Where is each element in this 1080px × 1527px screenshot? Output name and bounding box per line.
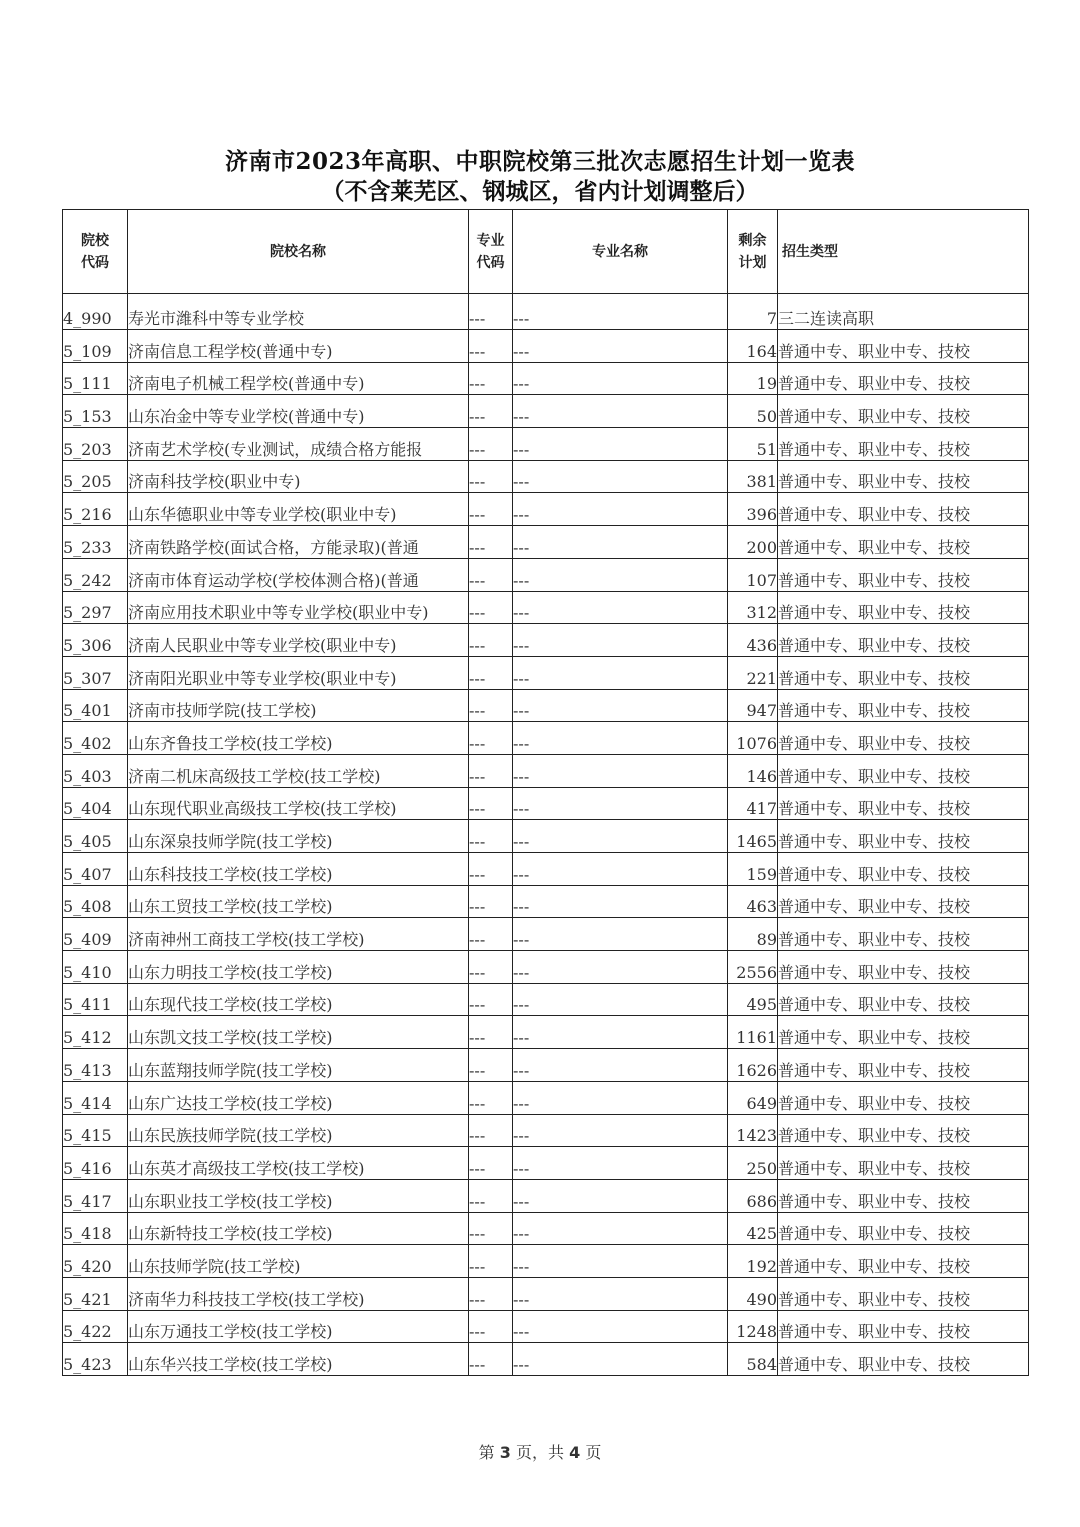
school-code-cell: 5_423 bbox=[63, 1343, 128, 1376]
school-code-cell: 5_205 bbox=[63, 460, 128, 493]
remaining-plan-cell: 1161 bbox=[728, 1016, 778, 1049]
remaining-plan-cell: 312 bbox=[728, 591, 778, 624]
school-name-cell: 济南人民职业中等专业学校(职业中专) bbox=[128, 624, 469, 657]
enrollment-type-cell: 普通中专、职业中专、技校 bbox=[778, 1277, 1029, 1310]
school-name-cell: 济南神州工商技工学校(技工学校) bbox=[128, 918, 469, 951]
table-row bbox=[63, 1245, 1029, 1278]
school-name-cell: 山东华兴技工学校(技工学校) bbox=[128, 1343, 469, 1376]
school-code-cell: 5_153 bbox=[63, 395, 128, 428]
enrollment-type-cell: 普通中专、职业中专、技校 bbox=[778, 493, 1029, 526]
school-name-cell: 山东深泉技师学院(技工学校) bbox=[128, 820, 469, 853]
school-name-cell: 寿光市潍科中等专业学校 bbox=[128, 294, 469, 330]
enrollment-type-cell: 普通中专、职业中专、技校 bbox=[778, 624, 1029, 657]
remaining-plan-cell: 164 bbox=[728, 330, 778, 363]
enrollment-type-cell: 普通中专、职业中专、技校 bbox=[778, 526, 1029, 559]
school-name-cell: 济南华力科技技工学校(技工学校) bbox=[128, 1277, 469, 1310]
school-code-cell: 5_409 bbox=[63, 918, 128, 951]
school-name-cell: 山东工贸技工学校(技工学校) bbox=[128, 885, 469, 918]
table-row bbox=[63, 951, 1029, 984]
document-subtitle: （不含莱芜区、钢城区，省内计划调整后） bbox=[321, 178, 759, 205]
major-code-cell: --- bbox=[469, 1147, 513, 1180]
school-code-cell: 5_415 bbox=[63, 1114, 128, 1147]
remaining-plan-cell: 51 bbox=[728, 428, 778, 461]
school-code-cell: 5_401 bbox=[63, 689, 128, 722]
table-row bbox=[63, 1179, 1029, 1212]
major-name-cell: --- bbox=[513, 1081, 728, 1114]
remaining-plan-cell: 1626 bbox=[728, 1049, 778, 1082]
table-row bbox=[63, 754, 1029, 787]
major-name-cell: --- bbox=[513, 526, 728, 559]
major-name-cell: --- bbox=[513, 1310, 728, 1343]
header-type-label: 招生类型 bbox=[782, 243, 838, 260]
header-major-name-label: 专业名称 bbox=[592, 243, 648, 260]
school-name-cell: 山东新特技工学校(技工学校) bbox=[128, 1212, 469, 1245]
school-code-cell: 5_417 bbox=[63, 1179, 128, 1212]
table-row bbox=[63, 885, 1029, 918]
major-code-cell: --- bbox=[469, 983, 513, 1016]
school-code-cell: 5_413 bbox=[63, 1049, 128, 1082]
header-remaining-label: 剩余 计划 bbox=[738, 232, 767, 271]
major-name-cell: --- bbox=[513, 656, 728, 689]
remaining-plan-cell: 495 bbox=[728, 983, 778, 1016]
major-code-cell: --- bbox=[469, 460, 513, 493]
enrollment-type-cell: 普通中专、职业中专、技校 bbox=[778, 1179, 1029, 1212]
school-code-cell: 5_418 bbox=[63, 1212, 128, 1245]
major-name-cell: --- bbox=[513, 395, 728, 428]
remaining-plan-cell: 19 bbox=[728, 362, 778, 395]
table-row bbox=[63, 853, 1029, 886]
remaining-plan-cell: 107 bbox=[728, 558, 778, 591]
enrollment-plan-table bbox=[62, 209, 1029, 1376]
enrollment-type-cell: 普通中专、职业中专、技校 bbox=[778, 1343, 1029, 1376]
remaining-plan-cell: 686 bbox=[728, 1179, 778, 1212]
major-name-cell: --- bbox=[513, 362, 728, 395]
remaining-plan-cell: 200 bbox=[728, 526, 778, 559]
enrollment-type-cell: 普通中专、职业中专、技校 bbox=[778, 820, 1029, 853]
table-row bbox=[63, 395, 1029, 428]
school-name-cell: 山东现代技工学校(技工学校) bbox=[128, 983, 469, 1016]
table-row bbox=[63, 1147, 1029, 1180]
table-row bbox=[63, 1016, 1029, 1049]
major-code-cell: --- bbox=[469, 689, 513, 722]
school-name-cell: 山东蓝翔技师学院(技工学校) bbox=[128, 1049, 469, 1082]
major-code-cell: --- bbox=[469, 1343, 513, 1376]
remaining-plan-cell: 2556 bbox=[728, 951, 778, 984]
school-name-cell: 济南电子机械工程学校(普通中专) bbox=[128, 362, 469, 395]
school-name-cell: 山东技师学院(技工学校) bbox=[128, 1245, 469, 1278]
footer-suffix: 页 bbox=[585, 1443, 602, 1462]
school-name-cell: 济南市技师学院(技工学校) bbox=[128, 689, 469, 722]
school-name-cell: 山东力明技工学校(技工学校) bbox=[128, 951, 469, 984]
school-name-cell: 山东冶金中等专业学校(普通中专) bbox=[128, 395, 469, 428]
table-row bbox=[63, 918, 1029, 951]
major-code-cell: --- bbox=[469, 918, 513, 951]
major-name-cell: --- bbox=[513, 853, 728, 886]
major-code-cell: --- bbox=[469, 591, 513, 624]
school-code-cell: 5_216 bbox=[63, 493, 128, 526]
enrollment-type-cell: 普通中专、职业中专、技校 bbox=[778, 1310, 1029, 1343]
table-row bbox=[63, 1212, 1029, 1245]
school-code-cell: 5_233 bbox=[63, 526, 128, 559]
major-name-cell: --- bbox=[513, 722, 728, 755]
header-major-name bbox=[513, 210, 728, 294]
school-name-cell: 山东职业技工学校(技工学校) bbox=[128, 1179, 469, 1212]
school-code-cell: 5_416 bbox=[63, 1147, 128, 1180]
school-code-cell: 5_414 bbox=[63, 1081, 128, 1114]
major-name-cell: --- bbox=[513, 1179, 728, 1212]
school-name-cell: 济南二机床高级技工学校(技工学校) bbox=[128, 754, 469, 787]
page-footer bbox=[0, 1440, 1080, 1463]
school-name-cell: 山东万通技工学校(技工学校) bbox=[128, 1310, 469, 1343]
major-name-cell: --- bbox=[513, 754, 728, 787]
enrollment-type-cell: 普通中专、职业中专、技校 bbox=[778, 1147, 1029, 1180]
major-code-cell: --- bbox=[469, 885, 513, 918]
major-code-cell: --- bbox=[469, 787, 513, 820]
school-name-cell: 济南铁路学校(面试合格，方能录取)(普通 bbox=[128, 526, 469, 559]
table-row bbox=[63, 689, 1029, 722]
school-code-cell: 5_297 bbox=[63, 591, 128, 624]
enrollment-type-cell: 普通中专、职业中专、技校 bbox=[778, 558, 1029, 591]
school-code-cell: 5_421 bbox=[63, 1277, 128, 1310]
major-name-cell: --- bbox=[513, 428, 728, 461]
remaining-plan-cell: 396 bbox=[728, 493, 778, 526]
header-school-name bbox=[128, 210, 469, 294]
school-code-cell: 5_422 bbox=[63, 1310, 128, 1343]
school-code-cell: 5_242 bbox=[63, 558, 128, 591]
table-row bbox=[63, 1343, 1029, 1376]
enrollment-type-cell: 普通中专、职业中专、技校 bbox=[778, 1212, 1029, 1245]
major-code-cell: --- bbox=[469, 294, 513, 330]
school-name-cell: 济南科技学校(职业中专) bbox=[128, 460, 469, 493]
remaining-plan-cell: 584 bbox=[728, 1343, 778, 1376]
table-row bbox=[63, 591, 1029, 624]
table-row bbox=[63, 558, 1029, 591]
remaining-plan-cell: 250 bbox=[728, 1147, 778, 1180]
major-name-cell: --- bbox=[513, 1277, 728, 1310]
enrollment-type-cell: 普通中专、职业中专、技校 bbox=[778, 1114, 1029, 1147]
remaining-plan-cell: 7 bbox=[728, 294, 778, 330]
table-row bbox=[63, 362, 1029, 395]
school-code-cell: 5_407 bbox=[63, 853, 128, 886]
school-name-cell: 山东齐鲁技工学校(技工学校) bbox=[128, 722, 469, 755]
major-code-cell: --- bbox=[469, 330, 513, 363]
major-name-cell: --- bbox=[513, 1016, 728, 1049]
table-body bbox=[63, 294, 1029, 1376]
major-code-cell: --- bbox=[469, 951, 513, 984]
school-code-cell: 5_408 bbox=[63, 885, 128, 918]
enrollment-type-cell: 普通中专、职业中专、技校 bbox=[778, 722, 1029, 755]
major-name-cell: --- bbox=[513, 294, 728, 330]
enrollment-type-cell: 普通中专、职业中专、技校 bbox=[778, 362, 1029, 395]
remaining-plan-cell: 463 bbox=[728, 885, 778, 918]
school-name-cell: 山东科技技工学校(技工学校) bbox=[128, 853, 469, 886]
enrollment-type-cell: 普通中专、职业中专、技校 bbox=[778, 330, 1029, 363]
document-title: 济南市2023年高职、中职院校第三批次志愿招生计划一览表 bbox=[224, 148, 855, 175]
major-code-cell: --- bbox=[469, 558, 513, 591]
enrollment-type-cell: 普通中专、职业中专、技校 bbox=[778, 1245, 1029, 1278]
major-code-cell: --- bbox=[469, 1114, 513, 1147]
header-major-code-label: 专业 代码 bbox=[476, 232, 505, 271]
enrollment-type-cell: 三二连读高职 bbox=[778, 294, 1029, 330]
table-row bbox=[63, 624, 1029, 657]
table-row bbox=[63, 787, 1029, 820]
major-name-cell: --- bbox=[513, 983, 728, 1016]
table-row bbox=[63, 428, 1029, 461]
major-name-cell: --- bbox=[513, 624, 728, 657]
header-major-code bbox=[469, 210, 513, 294]
major-name-cell: --- bbox=[513, 1147, 728, 1180]
school-name-cell: 济南市体育运动学校(学校体测合格)(普通 bbox=[128, 558, 469, 591]
remaining-plan-cell: 381 bbox=[728, 460, 778, 493]
remaining-plan-cell: 417 bbox=[728, 787, 778, 820]
major-name-cell: --- bbox=[513, 558, 728, 591]
table-row bbox=[63, 722, 1029, 755]
table-row bbox=[63, 460, 1029, 493]
school-code-cell: 5_405 bbox=[63, 820, 128, 853]
table-row bbox=[63, 330, 1029, 363]
major-code-cell: --- bbox=[469, 853, 513, 886]
enrollment-type-cell: 普通中专、职业中专、技校 bbox=[778, 591, 1029, 624]
major-name-cell: --- bbox=[513, 885, 728, 918]
enrollment-type-cell: 普通中专、职业中专、技校 bbox=[778, 1049, 1029, 1082]
school-code-cell: 5_307 bbox=[63, 656, 128, 689]
school-code-cell: 5_109 bbox=[63, 330, 128, 363]
major-name-cell: --- bbox=[513, 820, 728, 853]
table-row bbox=[63, 1277, 1029, 1310]
major-code-cell: --- bbox=[469, 1245, 513, 1278]
remaining-plan-cell: 947 bbox=[728, 689, 778, 722]
school-code-cell: 5_411 bbox=[63, 983, 128, 1016]
enrollment-type-cell: 普通中专、职业中专、技校 bbox=[778, 983, 1029, 1016]
header-school-code-label: 院校 代码 bbox=[81, 232, 109, 271]
major-name-cell: --- bbox=[513, 1343, 728, 1376]
table-row bbox=[63, 294, 1029, 330]
major-name-cell: --- bbox=[513, 787, 728, 820]
major-code-cell: --- bbox=[469, 1049, 513, 1082]
table-row bbox=[63, 1310, 1029, 1343]
school-name-cell: 山东广达技工学校(技工学校) bbox=[128, 1081, 469, 1114]
enrollment-type-cell: 普通中专、职业中专、技校 bbox=[778, 428, 1029, 461]
school-code-cell: 5_420 bbox=[63, 1245, 128, 1278]
remaining-plan-cell: 146 bbox=[728, 754, 778, 787]
enrollment-type-cell: 普通中专、职业中专、技校 bbox=[778, 460, 1029, 493]
major-name-cell: --- bbox=[513, 951, 728, 984]
remaining-plan-cell: 221 bbox=[728, 656, 778, 689]
table-row bbox=[63, 493, 1029, 526]
school-name-cell: 山东现代职业高级技工学校(技工学校) bbox=[128, 787, 469, 820]
school-code-cell: 5_412 bbox=[63, 1016, 128, 1049]
school-code-cell: 5_403 bbox=[63, 754, 128, 787]
table-row bbox=[63, 1081, 1029, 1114]
enrollment-type-cell: 普通中专、职业中专、技校 bbox=[778, 395, 1029, 428]
major-code-cell: --- bbox=[469, 656, 513, 689]
table-row bbox=[63, 820, 1029, 853]
remaining-plan-cell: 1076 bbox=[728, 722, 778, 755]
major-name-cell: --- bbox=[513, 918, 728, 951]
enrollment-type-cell: 普通中专、职业中专、技校 bbox=[778, 1081, 1029, 1114]
major-name-cell: --- bbox=[513, 591, 728, 624]
school-code-cell: 4_990 bbox=[63, 294, 128, 330]
remaining-plan-cell: 1465 bbox=[728, 820, 778, 853]
school-name-cell: 山东民族技师学院(技工学校) bbox=[128, 1114, 469, 1147]
major-code-cell: --- bbox=[469, 754, 513, 787]
table-header-row bbox=[63, 210, 1029, 294]
header-type bbox=[778, 210, 1029, 294]
remaining-plan-cell: 436 bbox=[728, 624, 778, 657]
header-school-code bbox=[63, 210, 128, 294]
major-code-cell: --- bbox=[469, 722, 513, 755]
enrollment-type-cell: 普通中专、职业中专、技校 bbox=[778, 754, 1029, 787]
enrollment-type-cell: 普通中专、职业中专、技校 bbox=[778, 918, 1029, 951]
enrollment-type-cell: 普通中专、职业中专、技校 bbox=[778, 787, 1029, 820]
enrollment-type-cell: 普通中专、职业中专、技校 bbox=[778, 885, 1029, 918]
header-school-name-label: 院校名称 bbox=[270, 243, 326, 260]
footer-prefix: 第 bbox=[478, 1443, 495, 1462]
major-code-cell: --- bbox=[469, 1310, 513, 1343]
header-remaining bbox=[728, 210, 778, 294]
table-row bbox=[63, 1114, 1029, 1147]
major-code-cell: --- bbox=[469, 362, 513, 395]
remaining-plan-cell: 649 bbox=[728, 1081, 778, 1114]
major-name-cell: --- bbox=[513, 460, 728, 493]
major-name-cell: --- bbox=[513, 493, 728, 526]
footer-total-pages: 4 bbox=[569, 1443, 581, 1462]
major-code-cell: --- bbox=[469, 395, 513, 428]
major-name-cell: --- bbox=[513, 1049, 728, 1082]
major-code-cell: --- bbox=[469, 428, 513, 461]
remaining-plan-cell: 159 bbox=[728, 853, 778, 886]
enrollment-type-cell: 普通中专、职业中专、技校 bbox=[778, 689, 1029, 722]
remaining-plan-cell: 89 bbox=[728, 918, 778, 951]
school-name-cell: 济南阳光职业中等专业学校(职业中专) bbox=[128, 656, 469, 689]
major-code-cell: --- bbox=[469, 493, 513, 526]
remaining-plan-cell: 425 bbox=[728, 1212, 778, 1245]
remaining-plan-cell: 1248 bbox=[728, 1310, 778, 1343]
major-name-cell: --- bbox=[513, 330, 728, 363]
major-code-cell: --- bbox=[469, 1081, 513, 1114]
major-name-cell: --- bbox=[513, 689, 728, 722]
major-code-cell: --- bbox=[469, 820, 513, 853]
school-code-cell: 5_111 bbox=[63, 362, 128, 395]
school-code-cell: 5_402 bbox=[63, 722, 128, 755]
school-name-cell: 山东华德职业中等专业学校(职业中专) bbox=[128, 493, 469, 526]
major-name-cell: --- bbox=[513, 1245, 728, 1278]
school-name-cell: 济南信息工程学校(普通中专) bbox=[128, 330, 469, 363]
major-code-cell: --- bbox=[469, 1016, 513, 1049]
school-code-cell: 5_203 bbox=[63, 428, 128, 461]
school-name-cell: 山东凯文技工学校(技工学校) bbox=[128, 1016, 469, 1049]
remaining-plan-cell: 192 bbox=[728, 1245, 778, 1278]
school-code-cell: 5_306 bbox=[63, 624, 128, 657]
school-name-cell: 济南艺术学校(专业测试，成绩合格方能报 bbox=[128, 428, 469, 461]
remaining-plan-cell: 490 bbox=[728, 1277, 778, 1310]
table-row bbox=[63, 983, 1029, 1016]
major-code-cell: --- bbox=[469, 1212, 513, 1245]
enrollment-type-cell: 普通中专、职业中专、技校 bbox=[778, 1016, 1029, 1049]
remaining-plan-cell: 50 bbox=[728, 395, 778, 428]
school-code-cell: 5_404 bbox=[63, 787, 128, 820]
major-code-cell: --- bbox=[469, 526, 513, 559]
school-code-cell: 5_410 bbox=[63, 951, 128, 984]
enrollment-type-cell: 普通中专、职业中专、技校 bbox=[778, 853, 1029, 886]
major-name-cell: --- bbox=[513, 1114, 728, 1147]
footer-current-page: 3 bbox=[499, 1443, 511, 1462]
major-name-cell: --- bbox=[513, 1212, 728, 1245]
major-code-cell: --- bbox=[469, 624, 513, 657]
table-row bbox=[63, 1049, 1029, 1082]
footer-middle: 页，共 bbox=[515, 1443, 564, 1462]
enrollment-type-cell: 普通中专、职业中专、技校 bbox=[778, 656, 1029, 689]
table-row bbox=[63, 526, 1029, 559]
major-code-cell: --- bbox=[469, 1277, 513, 1310]
enrollment-type-cell: 普通中专、职业中专、技校 bbox=[778, 951, 1029, 984]
school-name-cell: 山东英才高级技工学校(技工学校) bbox=[128, 1147, 469, 1180]
remaining-plan-cell: 1423 bbox=[728, 1114, 778, 1147]
school-name-cell: 济南应用技术职业中等专业学校(职业中专) bbox=[128, 591, 469, 624]
table-row bbox=[63, 656, 1029, 689]
major-code-cell: --- bbox=[469, 1179, 513, 1212]
